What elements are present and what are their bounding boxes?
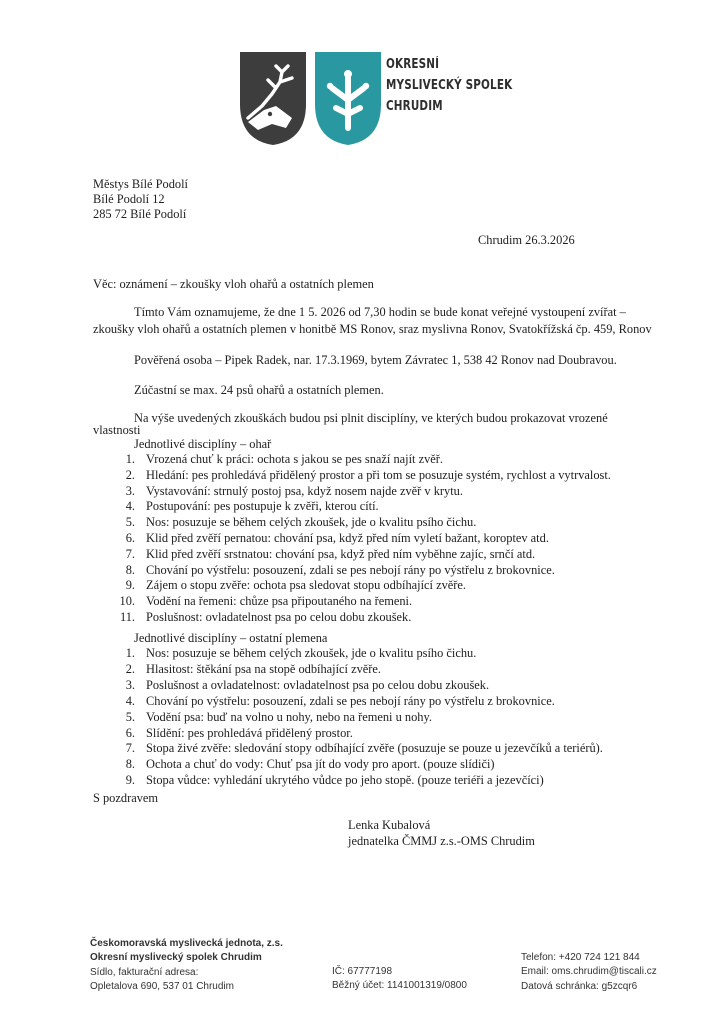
recipient-line-2: Bílé Podolí 12: [93, 192, 165, 206]
list-item-number: 4.: [125, 693, 135, 708]
list-item-number: 2.: [125, 467, 135, 482]
org-name-line-2: MYSLIVECKÝ SPOLEK: [386, 78, 513, 93]
list-item: [110, 726, 353, 741]
list-item-text: Nos: posuzuje se během celých zkoušek, jde o kvalitu psího čichu.: [146, 515, 477, 530]
list-item-number: 11.: [119, 610, 135, 624]
org-name-logo-text: [386, 54, 512, 117]
list-item: [110, 710, 432, 725]
footer-org-info: [90, 937, 283, 995]
list-item-text: Vystavování: strnulý postoj psa, když nosem najde zvěř v krytu.: [146, 483, 463, 498]
list-item: [110, 452, 443, 467]
list-item-text: Poslušnost a ovladatelnost: ovladatelnost psa po celou dobu zkoušek.: [146, 677, 490, 692]
footer-org-1: Českomoravská myslivecká jednota, z.s.: [90, 938, 283, 949]
list-item: [110, 563, 555, 578]
list-item-text: Hlasitost: štěkání psa na stopě odbíhající zvěře.: [146, 661, 382, 676]
list-item: [110, 678, 489, 693]
list-item-text: Klid před zvěří pernatou: chování psa, když před ním vyletí bažant, koroptev atd.: [146, 531, 549, 545]
footer-email: Email: oms.chrudim@tiscali.cz: [521, 966, 657, 978]
list-item: [110, 468, 611, 483]
paragraph-1-line-1: Tímto Vám oznamujeme, že dne 1 5. 2026 od 7,30 hodin se bude konat veřejné vystoupení zvířat –: [134, 305, 626, 319]
list-item: [110, 547, 535, 562]
footer-phone: Telefon: +420 724 121 844: [521, 952, 640, 963]
footer-account: Běžný účet: 1141001319/0800: [332, 980, 467, 992]
list-2-title: Jednotlivé disciplíny – ostatní plemena: [134, 631, 328, 645]
list-item-number: 1.: [125, 646, 135, 660]
list-item: [110, 594, 412, 609]
list-item-text: Chování po výstřelu: posouzení, zdali se pes nebojí rány po výstřelu z brokovnice.: [146, 562, 555, 577]
list-item-number: 3.: [125, 677, 135, 692]
paragraph-1-line-2: zkoušky vloh ohařů a ostatních plemen v honitbě MS Ronov, sraz myslivna Ronov, Svatokřížská čp. 459, Ronov: [93, 322, 652, 336]
list-item: [110, 610, 411, 625]
list-item-text: Stopa živé zvěře: sledování stopy odbíhající zvěře (posuzuje se pouze u jezevčíků a teriérů).: [146, 741, 603, 756]
list-item: [110, 578, 466, 593]
list-item: [110, 531, 549, 546]
list-item: [110, 662, 381, 677]
signature-role: jednatelka ČMMJ z.s.-OMS Chrudim: [348, 834, 535, 848]
recipient-line-1: Městys Bílé Podolí: [93, 177, 189, 191]
list-item-number: 7.: [125, 741, 135, 756]
paragraph-4-line-1: Na výše uvedených zkouškách budou psi plnit disciplíny, ve kterých budou prokazovat vrozené: [134, 411, 608, 425]
list-item-text: Vodění psa: buď na volno u nohy, nebo na řemeni u nohy.: [146, 709, 432, 724]
closing-greeting: S pozdravem: [93, 791, 159, 805]
list-item-text: Stopa vůdce: vyhledání ukrytého vůdce po jeho stopě. (pouze teriéři a jezevčíci): [146, 773, 544, 788]
list-item-number: 10.: [119, 594, 135, 609]
list-item-number: 9.: [125, 773, 135, 788]
list-item-text: Vrozená chuť k práci: ochota s jakou se pes snaží najít zvěř.: [146, 452, 443, 466]
list-item: [110, 694, 555, 709]
list-item-number: 4.: [125, 499, 135, 514]
list-item: [110, 484, 463, 499]
list-item-number: 9.: [125, 578, 135, 593]
paragraph-4-line-2: vlastnosti: [93, 423, 141, 437]
list-item-number: 8.: [125, 562, 135, 577]
list-1-title: Jednotlivé disciplíny – ohař: [134, 437, 272, 451]
footer-ico: IČ: 67777198: [332, 966, 393, 977]
paragraph-3: Zúčastní se max. 24 psů ohařů a ostatních plemen.: [134, 383, 384, 397]
list-item-number: 6.: [125, 531, 135, 545]
recipient-line-3: 285 72 Bílé Podolí: [93, 207, 187, 221]
footer-org-2: Okresní myslivecký spolek Chrudim: [90, 952, 262, 964]
footer-address-label: Sídlo, fakturační adresa:: [90, 966, 199, 978]
footer-databox: Datová schránka: g5zcqr6: [521, 980, 638, 992]
org-name-line-3: CHRUDIM: [386, 99, 443, 114]
list-item-number: 7.: [125, 546, 135, 561]
list-item-number: 5.: [125, 515, 135, 530]
list-item-text: Postupování: pes postupuje k zvěři, kterou cítí.: [146, 499, 379, 514]
list-item: [110, 499, 379, 514]
letter-subject: Věc: oznámení – zkoušky vloh ohařů a ostatních plemen: [93, 277, 374, 291]
list-item: [110, 773, 544, 788]
list-item-text: Nos: posuzuje se během celých zkoušek, jde o kvalitu psího čichu.: [146, 646, 477, 660]
footer-ids: [332, 965, 467, 994]
list-item-text: Hledání: pes prohledává přidělený prostor a při tom se posuzuje systém, rychlost a vytrvalost.: [146, 467, 611, 482]
list-item-number: 8.: [125, 757, 135, 772]
list-item-text: Slídění: pes prohledává přidělený prostor.: [146, 725, 353, 740]
signature-name: Lenka Kubalová: [348, 818, 431, 832]
list-item-number: 3.: [125, 483, 135, 498]
list-item-text: Vodění na řemeni: chůze psa připoutaného na řemeni.: [146, 594, 413, 609]
recipient-address: [93, 177, 188, 222]
footer-address: Opletalova 690, 537 01 Chrudim: [90, 981, 234, 993]
list-item-text: Ochota a chuť do vody: Chuť psa jít do vody pro aport. (pouze slídiči): [146, 757, 495, 772]
list-item-number: 6.: [125, 725, 135, 740]
deer-shield-logo: [236, 48, 386, 148]
list-item: [110, 741, 603, 756]
list-item-text: Chování po výstřelu: posouzení, zdali se pes nebojí rány po výstřelu z brokovnice.: [146, 693, 555, 708]
list-item-number: 5.: [125, 709, 135, 724]
list-item: [110, 646, 476, 661]
list-item-number: 2.: [125, 661, 135, 676]
list-item-text: Poslušnost: ovladatelnost psa po celou dobu zkoušek.: [146, 610, 412, 624]
list-item-number: 1.: [125, 452, 135, 466]
letter-date: Chrudim 26.3.2026: [478, 233, 575, 247]
list-item: [110, 757, 495, 772]
org-name-line-1: OKRESNÍ: [386, 57, 440, 72]
paragraph-2: Pověřená osoba – Pipek Radek, nar. 17.3.1969, bytem Závratec 1, 538 42 Ronov nad Doubravou.: [134, 353, 617, 367]
list-item-text: Klid před zvěří srstnatou: chování psa, když před ním vyběhne zajíc, srnčí atd.: [146, 546, 536, 561]
list-item: [110, 515, 476, 530]
list-item-text: Zájem o stopu zvěře: ochota psa sledovat stopu odbíhající zvěře.: [146, 578, 466, 593]
footer-contacts: [521, 951, 657, 994]
